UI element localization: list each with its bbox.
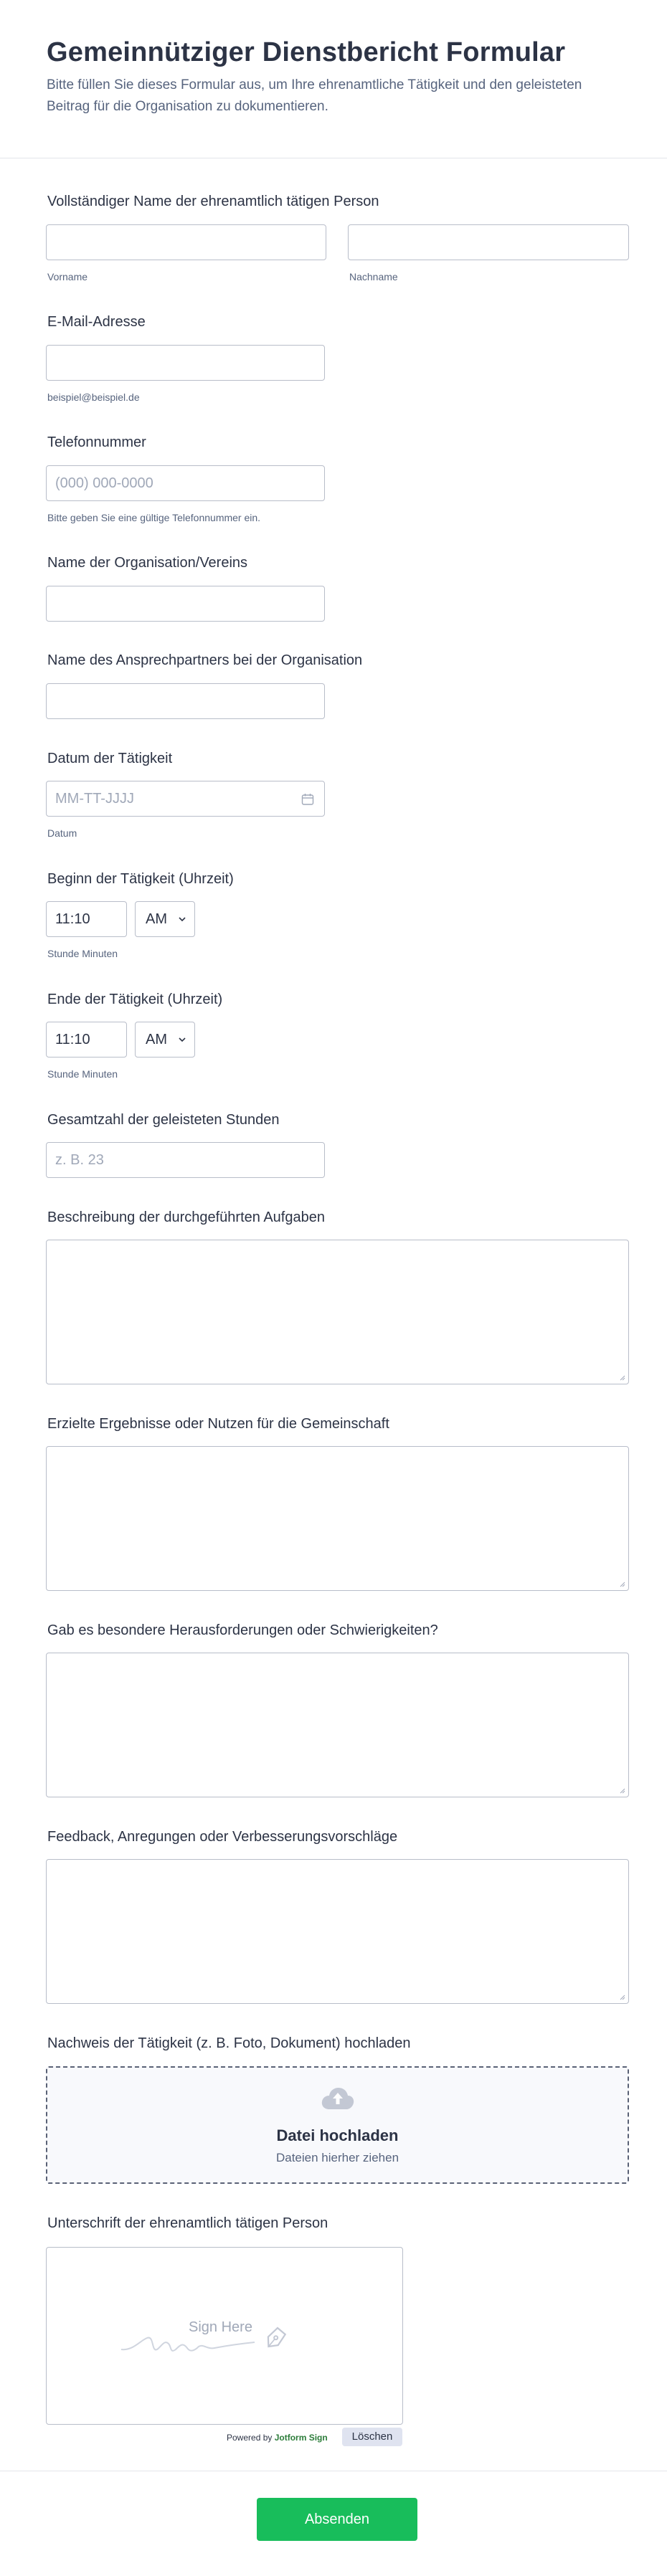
date-input[interactable]	[46, 781, 325, 817]
name-label: Vollständiger Name der ehrenamtlich tätigen Person	[47, 194, 379, 209]
calendar-icon[interactable]	[301, 793, 314, 806]
last-name-input[interactable]	[348, 224, 629, 260]
clear-signature-button[interactable]: Löschen	[342, 2428, 402, 2446]
powered-by-text	[227, 2433, 328, 2443]
results-textarea[interactable]	[46, 1446, 629, 1591]
upload-title: Datei hochladen	[276, 2126, 399, 2144]
signature-placeholder: Sign Here	[189, 2319, 252, 2335]
hours-input[interactable]: z. B. 23	[46, 1142, 325, 1178]
form-subtitle: Bitte füllen Sie dieses Formular aus, um Ihre ehrenamtliche Tätigkeit und den geleisteten Beitrag für die Organisation zu dokumentieren.	[47, 77, 582, 114]
upload-label: Nachweis der Tätigkeit (z. B. Foto, Dokument) hochladen	[47, 2035, 411, 2051]
end-time-input[interactable]: 11:10	[46, 1022, 127, 1058]
resize-handle-icon[interactable]	[618, 1374, 625, 1381]
tasks-textarea[interactable]	[46, 1240, 629, 1384]
phone-label: Telefonnummer	[47, 434, 146, 450]
signature-pad[interactable]	[46, 2247, 403, 2425]
date-placeholder: MM-TT-JJJJ	[55, 791, 134, 807]
challenges-textarea[interactable]	[46, 1653, 629, 1797]
date-sublabel: Datum	[47, 827, 77, 839]
cloud-upload-icon	[321, 2086, 355, 2111]
hours-label: Gesamtzahl der geleisteten Stunden	[47, 1112, 280, 1128]
results-label: Erzielte Ergebnisse oder Nutzen für die Gemeinschaft	[47, 1416, 389, 1432]
end-ampm-select[interactable]	[135, 1022, 195, 1058]
date-label: Datum der Tätigkeit	[47, 751, 173, 766]
feedback-textarea[interactable]	[46, 1859, 629, 2004]
powered-by-brand: Jotform Sign	[274, 2433, 328, 2443]
resize-handle-icon[interactable]	[618, 1580, 625, 1587]
chevron-down-icon	[177, 1035, 187, 1045]
organization-input[interactable]	[46, 586, 325, 622]
challenges-label: Gab es besondere Herausforderungen oder Schwierigkeiten?	[47, 1622, 438, 1638]
contact-person-input[interactable]	[46, 683, 325, 719]
powered-by-prefix: Powered by	[227, 2433, 273, 2443]
submit-button[interactable]: Absenden	[257, 2498, 417, 2541]
contact-person-label: Name des Ansprechpartners bei der Organisation	[47, 652, 363, 668]
last-name-sublabel: Nachname	[349, 271, 398, 282]
first-name-sublabel: Vorname	[47, 271, 88, 282]
start-ampm-select[interactable]	[135, 901, 195, 937]
start-time-label: Beginn der Tätigkeit (Uhrzeit)	[47, 871, 234, 887]
first-name-input[interactable]	[46, 224, 326, 260]
feedback-label: Feedback, Anregungen oder Verbesserungsvorschläge	[47, 1829, 398, 1845]
email-label: E-Mail-Adresse	[47, 314, 146, 330]
signature-label: Unterschrift der ehrenamtlich tätigen Person	[47, 2215, 328, 2231]
phone-sublabel: Bitte geben Sie eine gültige Telefonnummer ein.	[47, 512, 261, 523]
form-header	[0, 0, 667, 158]
start-time-input[interactable]: 11:10	[46, 901, 127, 937]
start-ampm-value: AM	[146, 911, 167, 927]
resize-handle-icon[interactable]	[618, 1993, 625, 2000]
organization-label: Name der Organisation/Vereins	[47, 555, 248, 571]
form-title: Gemeinnütziger Dienstbericht Formular	[47, 37, 566, 67]
phone-input[interactable]: (000) 000-0000	[46, 465, 325, 501]
end-time-sublabel: Stunde Minuten	[47, 1068, 118, 1080]
tasks-label: Beschreibung der durchgeführten Aufgaben	[47, 1209, 325, 1225]
email-input[interactable]	[46, 345, 325, 381]
end-time-label: Ende der Tätigkeit (Uhrzeit)	[47, 992, 223, 1007]
end-ampm-value: AM	[146, 1032, 167, 1047]
start-time-sublabel: Stunde Minuten	[47, 948, 118, 959]
upload-subtitle: Dateien hierher ziehen	[275, 2151, 399, 2164]
resize-handle-icon[interactable]	[618, 1787, 625, 1794]
chevron-down-icon	[177, 914, 187, 924]
email-sublabel: beispiel@beispiel.de	[47, 391, 140, 403]
file-upload-dropzone[interactable]	[46, 2066, 629, 2184]
